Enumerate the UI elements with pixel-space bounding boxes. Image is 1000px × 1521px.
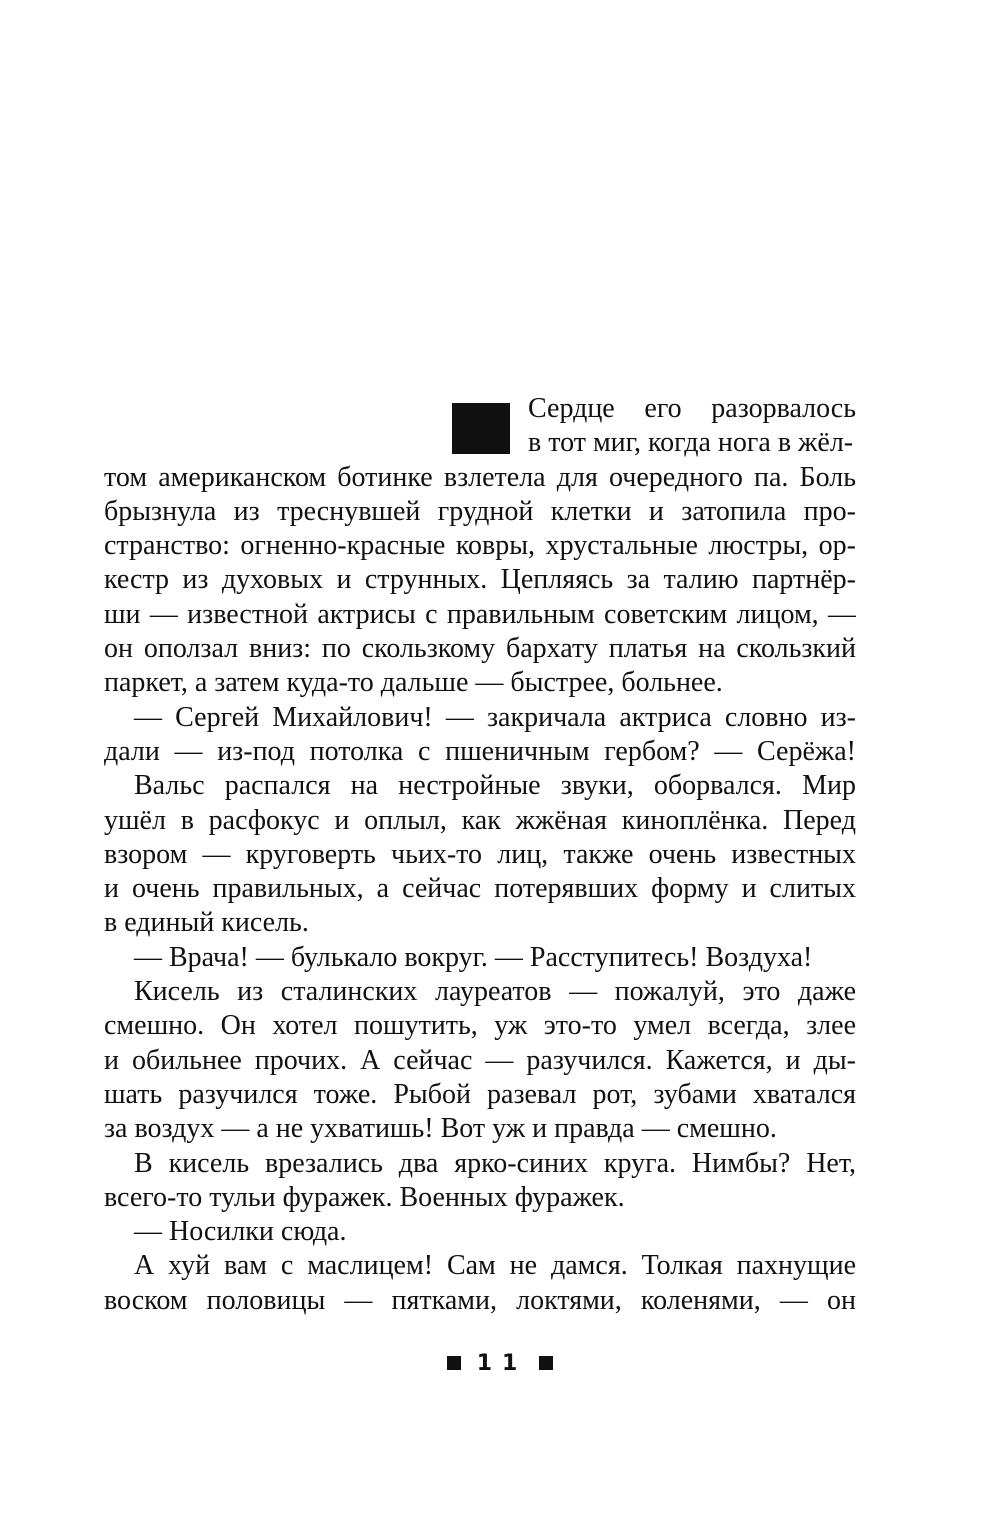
text-line: взором — круговерть чьих-то лиц, также очень известных bbox=[104, 838, 856, 870]
text-line: всего-то тульи фуражек. Военных фуражек. bbox=[104, 1181, 625, 1213]
text-line: ши — известной актрисы с правильным советским лицом, — bbox=[104, 598, 856, 630]
text-line: смешно. Он хотел пошутить, уж это-то умел всегда, злее bbox=[104, 1010, 856, 1042]
folio-right-square-icon bbox=[539, 1356, 553, 1370]
text-line: в тот миг, когда нога в жёл- bbox=[528, 427, 854, 459]
text-line: том американском ботинке взлетела для очередного па. Боль bbox=[104, 461, 856, 493]
text-line: кестр из духовых и струнных. Цепляясь за талию партнёр- bbox=[104, 564, 856, 596]
text-line: воском половицы — пятками, локтями, коленями, — он bbox=[104, 1284, 856, 1316]
body-text bbox=[104, 392, 856, 1318]
text-line: брызнула из треснувшей грудной клетки и затопила про- bbox=[104, 495, 856, 527]
text-line: и очень правильных, а сейчас потерявших форму и слитых bbox=[104, 873, 856, 905]
text-line: он оползал вниз: по скользкому бархату платья на скользкий bbox=[104, 633, 856, 665]
text-line: — Врача! — булькало вокруг. — Расступитесь! Воздуха! bbox=[134, 941, 813, 973]
text-line: Вальс распался на нестройные звуки, оборвался. Мир bbox=[134, 770, 856, 802]
text-line: — Носилки сюда. bbox=[134, 1216, 347, 1248]
page-number-footer bbox=[0, 1348, 1000, 1378]
text-line: в единый кисель. bbox=[104, 907, 309, 939]
text-line: и обильнее прочих. А сейчас — разучился. Кажется, и ды- bbox=[104, 1044, 856, 1076]
text-line: шать разучился тоже. Рыбой разевал рот, зубами хватался bbox=[104, 1078, 856, 1110]
text-line: паркет, а затем куда-то дальше — быстрее, больнее. bbox=[104, 667, 723, 699]
folio-left-square-icon bbox=[447, 1356, 461, 1370]
text-line: Кисель из сталинских лауреатов — пожалуй, это даже bbox=[134, 976, 856, 1008]
text-line: А хуй вам с маслицем! Сам не дамся. Толкая пахнущие bbox=[134, 1250, 856, 1282]
text-line: Сердце его разорвалось bbox=[528, 393, 856, 424]
text-line: В кисель врезались два ярко-синих круга. Нимбы? Нет, bbox=[134, 1147, 856, 1179]
text-line: дали — из-под потолка с пшеничным гербом? — Серёжа! bbox=[104, 735, 856, 767]
text-line: — Сергей Михайлович! — закричала актриса словно из- bbox=[134, 701, 856, 733]
text-line: за воздух — а не ухватишь! Вот уж и правда — смешно. bbox=[104, 1113, 777, 1145]
text-line: ушёл в расфокус и оплыл, как жжёная киноплёнка. Перед bbox=[104, 804, 856, 836]
text-line: странство: огненно-красные ковры, хрустальные люстры, ор- bbox=[104, 530, 856, 562]
page-number: 11 bbox=[476, 1350, 528, 1376]
